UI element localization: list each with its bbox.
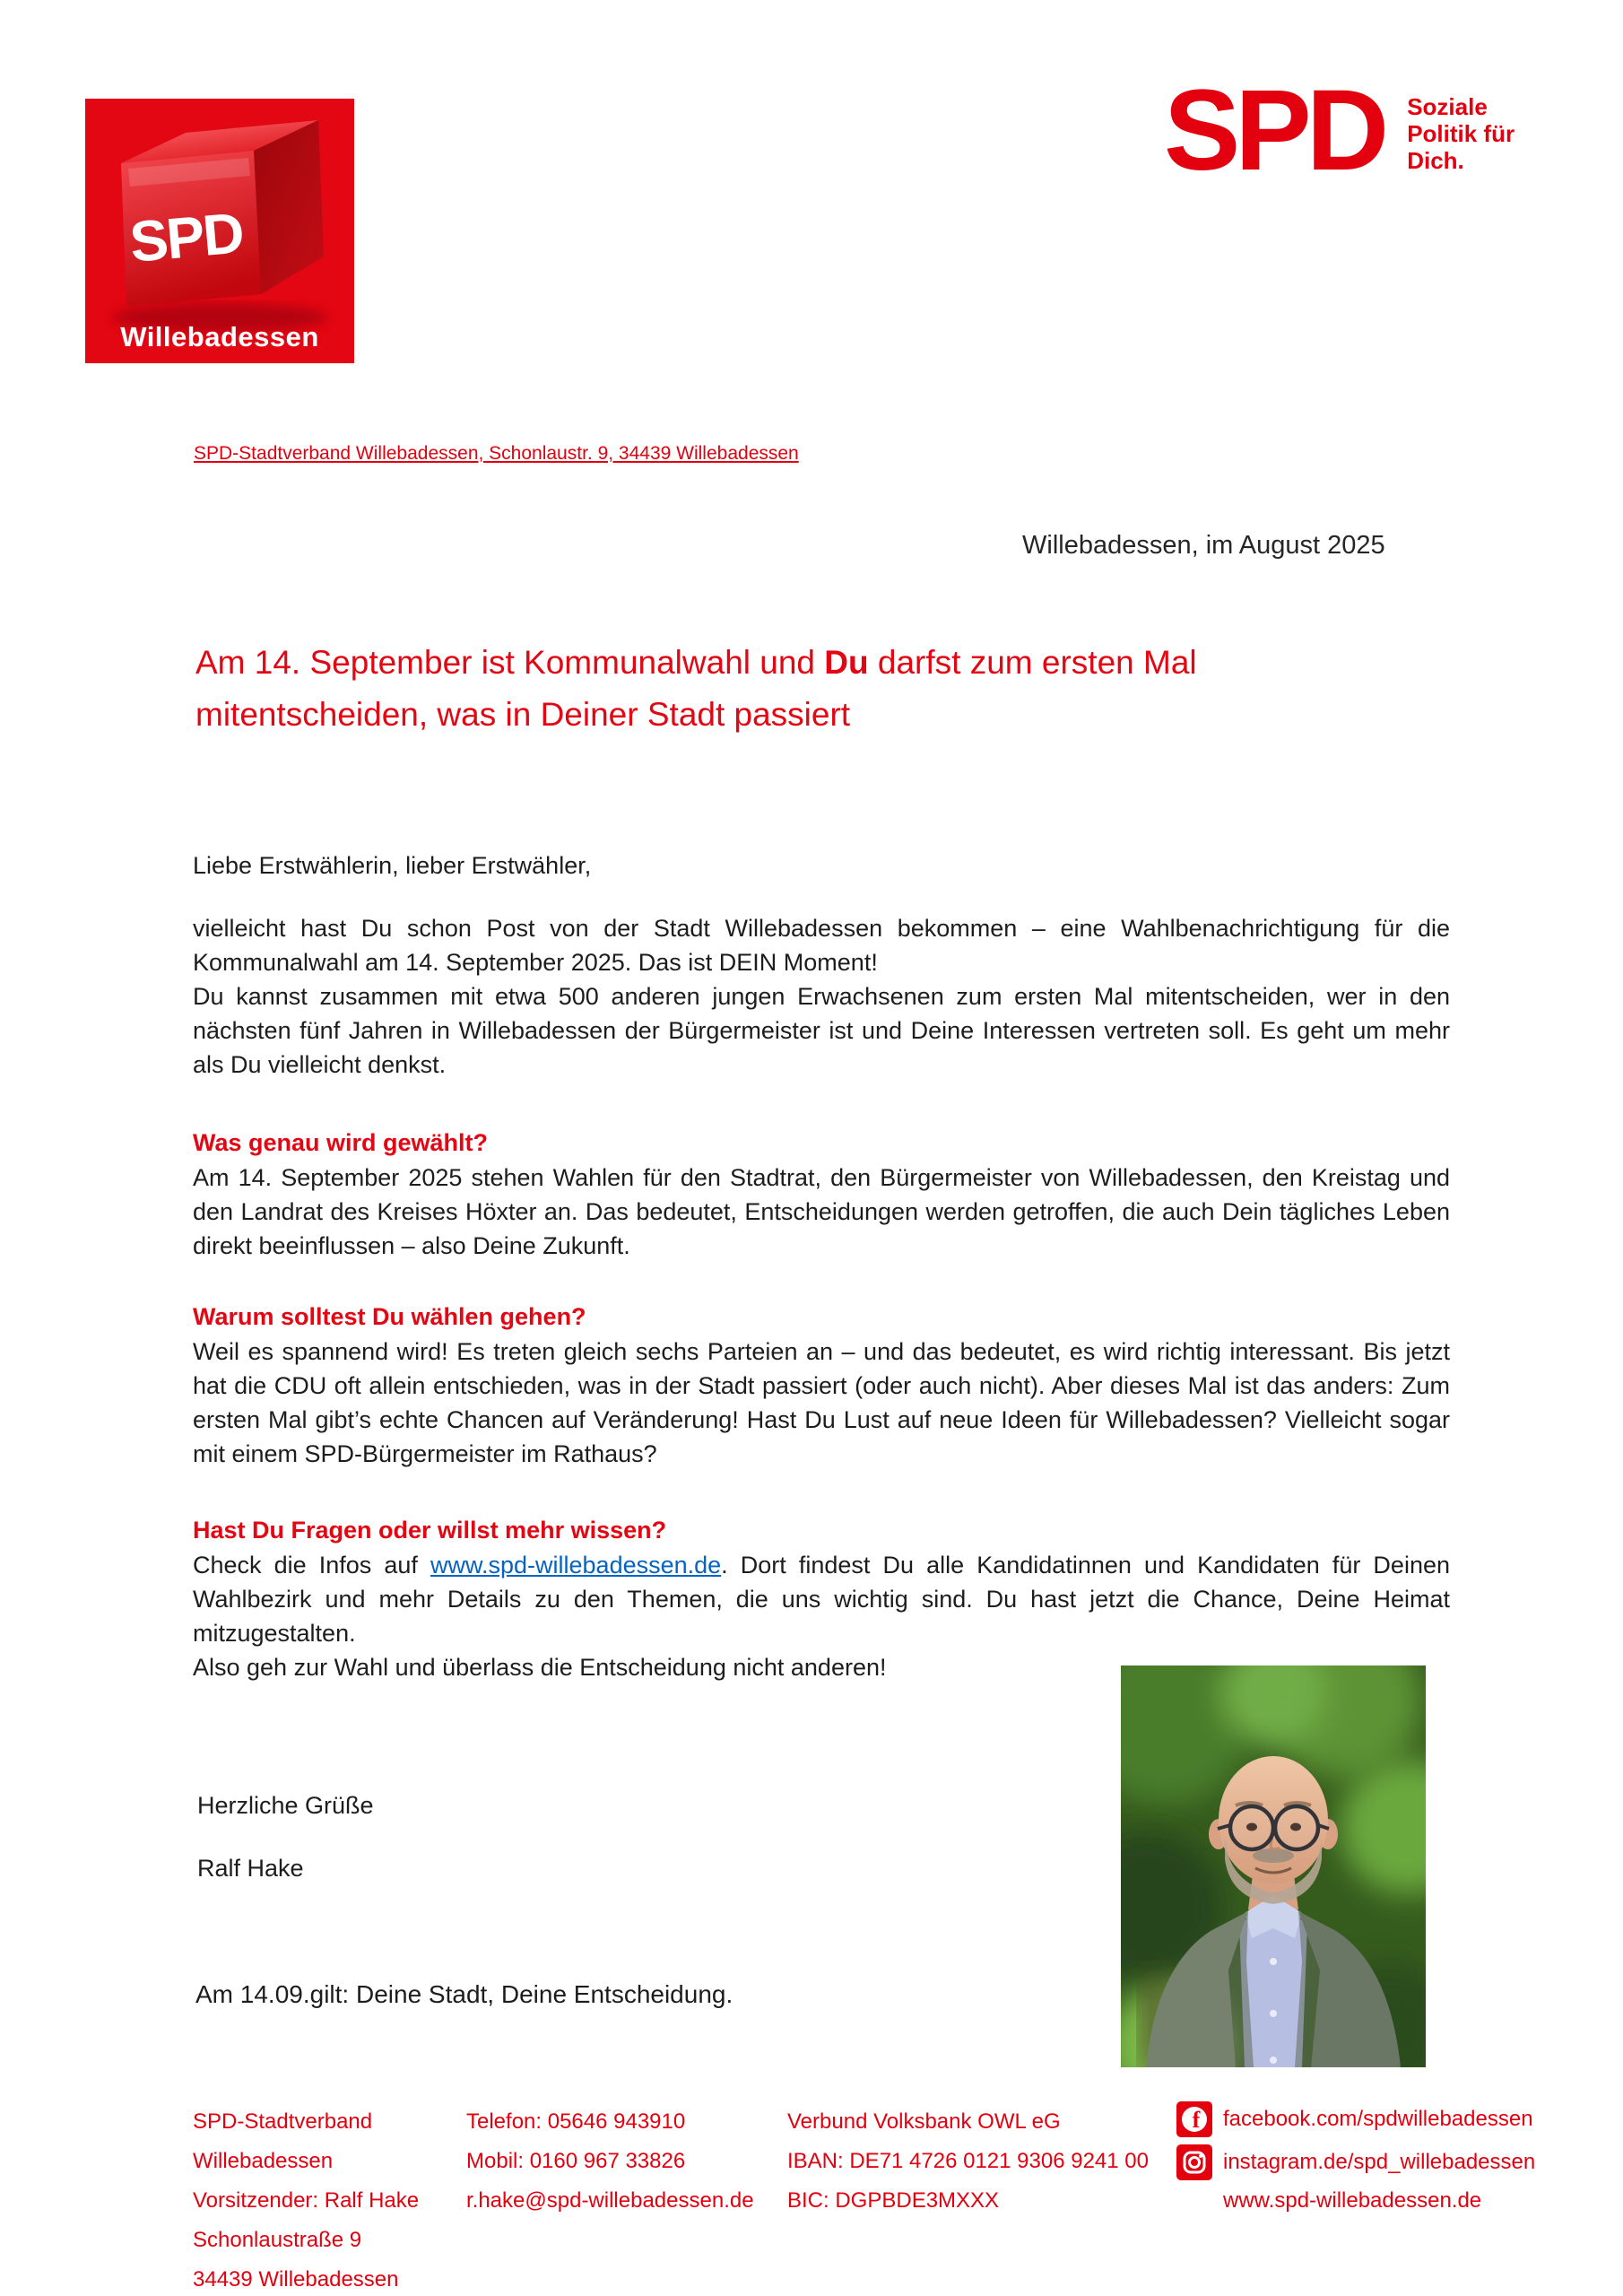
date-line: Willebadessen, im August 2025 bbox=[1022, 531, 1385, 560]
website-link[interactable]: www.spd-willebadessen.de bbox=[430, 1552, 722, 1578]
facebook-url[interactable]: facebook.com/spdwillebadessen bbox=[1223, 2107, 1533, 2131]
headline-part2: darfst zum ersten Mal mitentscheiden, was in Deiner Stadt passiert bbox=[195, 644, 1197, 733]
cube-city-text: Willebadessen bbox=[120, 321, 319, 352]
headline-part1: Am 14. September ist Kommunalwahl und bbox=[195, 644, 825, 681]
footer-contact-column: Telefon: 05646 943910 Mobil: 0160 967 33826 r.hake@spd-willebadessen.de bbox=[466, 2109, 754, 2213]
footer-address-column: SPD-Stadtverband Willebadessen Vorsitzender: Ralf Hake Schonlaustraße 9 34439 Willebadessen bbox=[193, 2109, 420, 2292]
spd-wordmark: SPD bbox=[1164, 66, 1384, 195]
headline-emphasis: Du bbox=[824, 644, 869, 681]
portrait-photo bbox=[1121, 1665, 1426, 2067]
salutation: Liebe Erstwählerin, lieber Erstwähler, bbox=[193, 852, 592, 879]
signature-name: Ralf Hake bbox=[197, 1855, 304, 1882]
slogan: Am 14.09.gilt: Deine Stadt, Deine Entscheidung. bbox=[195, 1980, 733, 2008]
section-title-fragen: Hast Du Fragen oder willst mehr wissen? bbox=[193, 1517, 667, 1544]
spd-cube-logo-graphic bbox=[85, 99, 354, 363]
instagram-url[interactable]: instagram.de/spd_willebadessen bbox=[1223, 2150, 1536, 2174]
facebook-icon[interactable] bbox=[1176, 2101, 1212, 2137]
section-title-wahl: Was genau wird gewählt? bbox=[193, 1129, 489, 1156]
svg-text:f: f bbox=[1192, 2107, 1201, 2133]
footer-social-column bbox=[1176, 2100, 1616, 2213]
claim-line-3: Dich. bbox=[1407, 147, 1464, 174]
section-title-warum: Warum solltest Du wählen gehen? bbox=[193, 1303, 586, 1330]
spd-cube-logo bbox=[85, 99, 354, 363]
intro-paragraph bbox=[193, 911, 1450, 1082]
intro-p1: vielleicht hast Du schon Post von der Stadt Willebadessen bekommen – eine Wahlbenachrichtigung für die Kommunalwahl am 14. September 2025. Das ist DEIN Moment! bbox=[193, 915, 1450, 976]
spd-wordmark-logo bbox=[1164, 66, 1515, 195]
glasses-right-lens bbox=[1275, 1806, 1318, 1849]
glasses-left-lens bbox=[1230, 1806, 1273, 1849]
claim-line-1: Soziale bbox=[1407, 93, 1488, 120]
claim-line-2: Politik für bbox=[1407, 120, 1515, 147]
section-body-warum: Weil es spannend wird! Es treten gleich sechs Parteien an – und das bedeutet, es wird richtig interessant. Bis jetzt hat die CDU oft allein entschieden, was in der Stadt passiert (oder auch nicht). Aber dieses Mal ist das anders: Zum ersten Mal gibt’s echte Chancen auf Veränderung! Hast Du Lust auf neue Ideen für Willebadessen? Vielleicht sogar mit einem SPD-Bürgermeister im Rathaus? bbox=[193, 1338, 1450, 1467]
facebook-link-row[interactable] bbox=[1176, 2100, 1616, 2138]
instagram-link-row[interactable] bbox=[1176, 2144, 1616, 2181]
sender-line: SPD-Stadtverband Willebadessen, Schonlaustr. 9, 34439 Willebadessen bbox=[194, 443, 799, 464]
section-body-fragen-text: Check die Infos auf www.spd-willebadessen.de. Dort findest Du alle Kandidatinnen und Kandidaten für Deinen Wahlbezirk und mehr Details zu den Themen, die uns wichtig sind. Du hast jetzt die Chance, Deine Heimat mitzugestalten. bbox=[193, 1552, 1450, 1647]
portrait-graphic bbox=[1121, 1665, 1426, 2067]
headline bbox=[195, 637, 1361, 741]
greeting: Herzliche Grüße bbox=[197, 1792, 374, 1819]
footer-bank-column: Verbund Volksbank OWL eG IBAN: DE71 4726 0121 9306 9241 00 BIC: DGPBDE3MXXX bbox=[787, 2109, 1149, 2213]
spd-claim bbox=[1407, 93, 1515, 174]
section-body-fragen bbox=[193, 1548, 1450, 1684]
closing-call: Also geh zur Wahl und überlass die Entscheidung nicht anderen! bbox=[193, 1654, 887, 1681]
section-body-wahl: Am 14. September 2025 stehen Wahlen für den Stadtrat, den Bürgermeister von Willebadessen, den Kreistag und den Landrat des Kreises Höxter an. Das bedeutet, Entscheidungen werden getroffen, die auch Dein tägliches Leben direkt beeinflussen – also Deine Zukunft. bbox=[193, 1164, 1450, 1259]
intro-p2: Du kannst zusammen mit etwa 500 anderen jungen Erwachsenen zum ersten Mal mitentscheiden, wer in den nächsten fünf Jahren in Willebadessen der Bürgermeister ist und Deine Interessen vertreten soll. Es geht um mehr als Du vielleicht denkst. bbox=[193, 983, 1450, 1078]
mustache bbox=[1253, 1848, 1294, 1863]
glasses-bridge bbox=[1273, 1823, 1275, 1825]
website-url[interactable]: www.spd-willebadessen.de bbox=[1223, 2188, 1482, 2213]
instagram-icon[interactable] bbox=[1176, 2144, 1212, 2180]
cube-spd-text: SPD bbox=[126, 200, 246, 274]
